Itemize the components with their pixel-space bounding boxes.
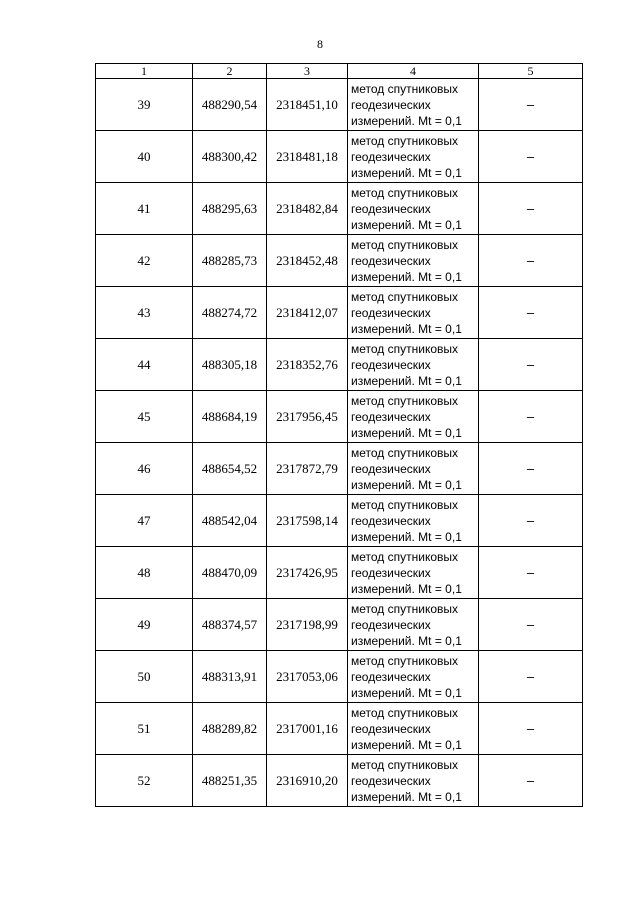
column-header: 1 [96,64,193,79]
point-number-cell: 43 [96,287,193,339]
note-cell: – [479,599,583,651]
y-coordinate-cell: 2317053,06 [267,651,348,703]
note-cell: – [479,339,583,391]
x-coordinate-cell: 488654,52 [193,443,267,495]
table-body [96,64,583,807]
table-row [96,391,583,443]
x-coordinate-cell: 488684,19 [193,391,267,443]
column-header: 5 [479,64,583,79]
point-number-cell: 52 [96,755,193,807]
y-coordinate-cell: 2318481,18 [267,131,348,183]
table-row [96,339,583,391]
table-row [96,651,583,703]
note-cell: – [479,443,583,495]
note-cell: – [479,131,583,183]
method-cell: метод спутниковых геодезических измерений. Mt = 0,1 [348,339,479,391]
x-coordinate-cell: 488285,73 [193,235,267,287]
note-cell: – [479,755,583,807]
y-coordinate-cell: 2317872,79 [267,443,348,495]
method-cell: метод спутниковых геодезических измерений. Mt = 0,1 [348,235,479,287]
method-cell: метод спутниковых геодезических измерений. Mt = 0,1 [348,287,479,339]
y-coordinate-cell: 2317198,99 [267,599,348,651]
table-row [96,547,583,599]
y-coordinate-cell: 2317956,45 [267,391,348,443]
point-number-cell: 51 [96,703,193,755]
y-coordinate-cell: 2318451,10 [267,79,348,131]
y-coordinate-cell: 2318452,48 [267,235,348,287]
point-number-cell: 42 [96,235,193,287]
note-cell: – [479,391,583,443]
table-row [96,599,583,651]
point-number-cell: 39 [96,79,193,131]
y-coordinate-cell: 2317001,16 [267,703,348,755]
table-row [96,131,583,183]
header-row [96,64,583,79]
note-cell: – [479,79,583,131]
table-row [96,235,583,287]
method-cell: метод спутниковых геодезических измерений. Mt = 0,1 [348,703,479,755]
x-coordinate-cell: 488289,82 [193,703,267,755]
x-coordinate-cell: 488295,63 [193,183,267,235]
x-coordinate-cell: 488300,42 [193,131,267,183]
y-coordinate-cell: 2318352,76 [267,339,348,391]
method-cell: метод спутниковых геодезических измерений. Mt = 0,1 [348,391,479,443]
method-cell: метод спутниковых геодезических измерений. Mt = 0,1 [348,755,479,807]
y-coordinate-cell: 2317426,95 [267,547,348,599]
note-cell: – [479,703,583,755]
x-coordinate-cell: 488274,72 [193,287,267,339]
method-cell: метод спутниковых геодезических измерений. Mt = 0,1 [348,599,479,651]
point-number-cell: 41 [96,183,193,235]
table-row [96,287,583,339]
column-header: 4 [348,64,479,79]
y-coordinate-cell: 2318482,84 [267,183,348,235]
note-cell: – [479,235,583,287]
point-number-cell: 46 [96,443,193,495]
method-cell: метод спутниковых геодезических измерений. Mt = 0,1 [348,79,479,131]
point-number-cell: 47 [96,495,193,547]
table-row [96,495,583,547]
column-header: 3 [267,64,348,79]
method-cell: метод спутниковых геодезических измерений. Mt = 0,1 [348,495,479,547]
x-coordinate-cell: 488251,35 [193,755,267,807]
note-cell: – [479,287,583,339]
method-cell: метод спутниковых геодезических измерений. Mt = 0,1 [348,183,479,235]
point-number-cell: 44 [96,339,193,391]
method-cell: метод спутниковых геодезических измерений. Mt = 0,1 [348,443,479,495]
point-number-cell: 48 [96,547,193,599]
note-cell: – [479,651,583,703]
method-cell: метод спутниковых геодезических измерений. Mt = 0,1 [348,547,479,599]
method-cell: метод спутниковых геодезических измерений. Mt = 0,1 [348,651,479,703]
table-row [96,183,583,235]
table-row [96,703,583,755]
table-row [96,443,583,495]
x-coordinate-cell: 488290,54 [193,79,267,131]
x-coordinate-cell: 488542,04 [193,495,267,547]
page-number: 8 [317,37,323,51]
x-coordinate-cell: 488470,09 [193,547,267,599]
y-coordinate-cell: 2316910,20 [267,755,348,807]
column-header: 2 [193,64,267,79]
note-cell: – [479,495,583,547]
coordinates-table [95,63,583,807]
point-number-cell: 40 [96,131,193,183]
point-number-cell: 50 [96,651,193,703]
y-coordinate-cell: 2317598,14 [267,495,348,547]
note-cell: – [479,547,583,599]
table-row [96,755,583,807]
y-coordinate-cell: 2318412,07 [267,287,348,339]
table-row [96,79,583,131]
method-cell: метод спутниковых геодезических измерений. Mt = 0,1 [348,131,479,183]
x-coordinate-cell: 488313,91 [193,651,267,703]
x-coordinate-cell: 488374,57 [193,599,267,651]
point-number-cell: 49 [96,599,193,651]
point-number-cell: 45 [96,391,193,443]
note-cell: – [479,183,583,235]
x-coordinate-cell: 488305,18 [193,339,267,391]
